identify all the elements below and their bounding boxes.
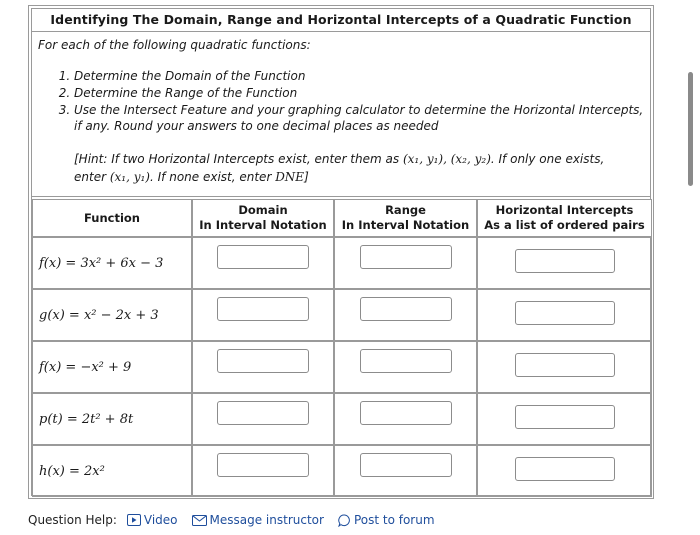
intercepts-cell — [477, 393, 652, 445]
domain-cell — [192, 341, 334, 393]
table-row — [32, 341, 652, 393]
question-inner-frame — [31, 8, 651, 496]
video-icon — [127, 514, 141, 526]
video-link-label: Video — [143, 513, 178, 527]
table-row — [32, 393, 652, 445]
range-input[interactable] — [360, 297, 452, 321]
table-row — [32, 237, 652, 289]
domain-cell — [192, 289, 334, 341]
header-intercepts — [477, 199, 652, 237]
range-cell — [334, 341, 477, 393]
intercepts-cell — [477, 237, 652, 289]
function-cell: f(x) = −x² + 9 — [32, 341, 192, 393]
range-cell — [334, 289, 477, 341]
range-input[interactable] — [360, 349, 452, 373]
instruction-steps — [38, 68, 644, 134]
answer-table — [32, 199, 652, 497]
intercepts-input[interactable] — [515, 457, 615, 481]
header-domain-title: Domain — [238, 203, 288, 217]
intercepts-cell — [477, 445, 652, 497]
intercepts-cell — [477, 341, 652, 393]
header-range — [334, 199, 477, 237]
instructions — [32, 32, 650, 197]
range-input[interactable] — [360, 401, 452, 425]
table-header-row — [32, 199, 652, 237]
domain-cell — [192, 445, 334, 497]
domain-input[interactable] — [217, 453, 309, 477]
function-cell: p(t) = 2t² + 8t — [32, 393, 192, 445]
mail-icon — [192, 515, 207, 526]
header-function: Function — [32, 199, 192, 237]
intercepts-input[interactable] — [515, 353, 615, 377]
instruction-step: 2. Determine the Range of the Function — [74, 85, 644, 101]
table-row — [32, 445, 652, 497]
header-intercepts-title: Horizontal Intercepts — [495, 203, 634, 217]
message-instructor-label: Message instructor — [209, 513, 324, 527]
range-cell — [334, 237, 477, 289]
domain-input[interactable] — [217, 349, 309, 373]
header-domain-subtitle: In Interval Notation — [199, 218, 327, 232]
question-help-bar — [28, 513, 449, 527]
intercepts-input[interactable] — [515, 405, 615, 429]
scrollbar-thumb[interactable] — [688, 72, 693, 186]
post-to-forum-link[interactable] — [338, 513, 435, 527]
hint-part-2: . If only one exists, enter — [74, 152, 605, 184]
domain-input[interactable] — [217, 245, 309, 269]
question-help-label: Question Help: — [28, 513, 117, 527]
hint-part-3: . If none exist, enter — [150, 170, 276, 184]
header-range-title: Range — [385, 203, 426, 217]
hint-text — [74, 150, 634, 186]
range-input[interactable] — [360, 453, 452, 477]
question-title: Identifying The Domain, Range and Horizontal Intercepts of a Quadratic Function — [32, 9, 650, 32]
range-cell — [334, 445, 477, 497]
post-to-forum-label: Post to forum — [353, 513, 435, 527]
hint-part-1: [Hint: If two Horizontal Intercepts exist, enter them as — [74, 152, 403, 166]
speech-bubble-icon — [338, 514, 351, 527]
instruction-step: 1. Determine the Domain of the Function — [74, 68, 644, 84]
range-input[interactable] — [360, 245, 452, 269]
intercepts-input[interactable] — [515, 249, 615, 273]
intercepts-input[interactable] — [515, 301, 615, 325]
question-container — [28, 5, 654, 499]
domain-cell — [192, 393, 334, 445]
function-cell: g(x) = x² − 2x + 3 — [32, 289, 192, 341]
domain-input[interactable] — [217, 401, 309, 425]
instructions-lead: For each of the following quadratic functions: — [38, 38, 311, 52]
hint-dne: DNE — [275, 170, 305, 184]
function-cell: h(x) = 2x² — [32, 445, 192, 497]
header-range-subtitle: In Interval Notation — [341, 218, 470, 232]
intercepts-cell — [477, 289, 652, 341]
table-row — [32, 289, 652, 341]
hint-one-pair: (x₁, y₁) — [109, 170, 150, 184]
message-instructor-link[interactable] — [192, 513, 324, 527]
header-intercepts-subtitle: As a list of ordered pairs — [484, 218, 645, 232]
video-link[interactable] — [127, 513, 178, 527]
function-cell: f(x) = 3x² + 6x − 3 — [32, 237, 192, 289]
header-domain — [192, 199, 334, 237]
hint-end: ] — [304, 170, 309, 184]
domain-cell — [192, 237, 334, 289]
range-cell — [334, 393, 477, 445]
instruction-step: 3. Use the Intersect Feature and your graphing calculator to determine the Horizontal Intercepts, if any. Round your answers to one decimal places as needed — [74, 102, 644, 134]
domain-input[interactable] — [217, 297, 309, 321]
hint-two-pairs: (x₁, y₁), (x₂, y₂) — [402, 152, 491, 166]
